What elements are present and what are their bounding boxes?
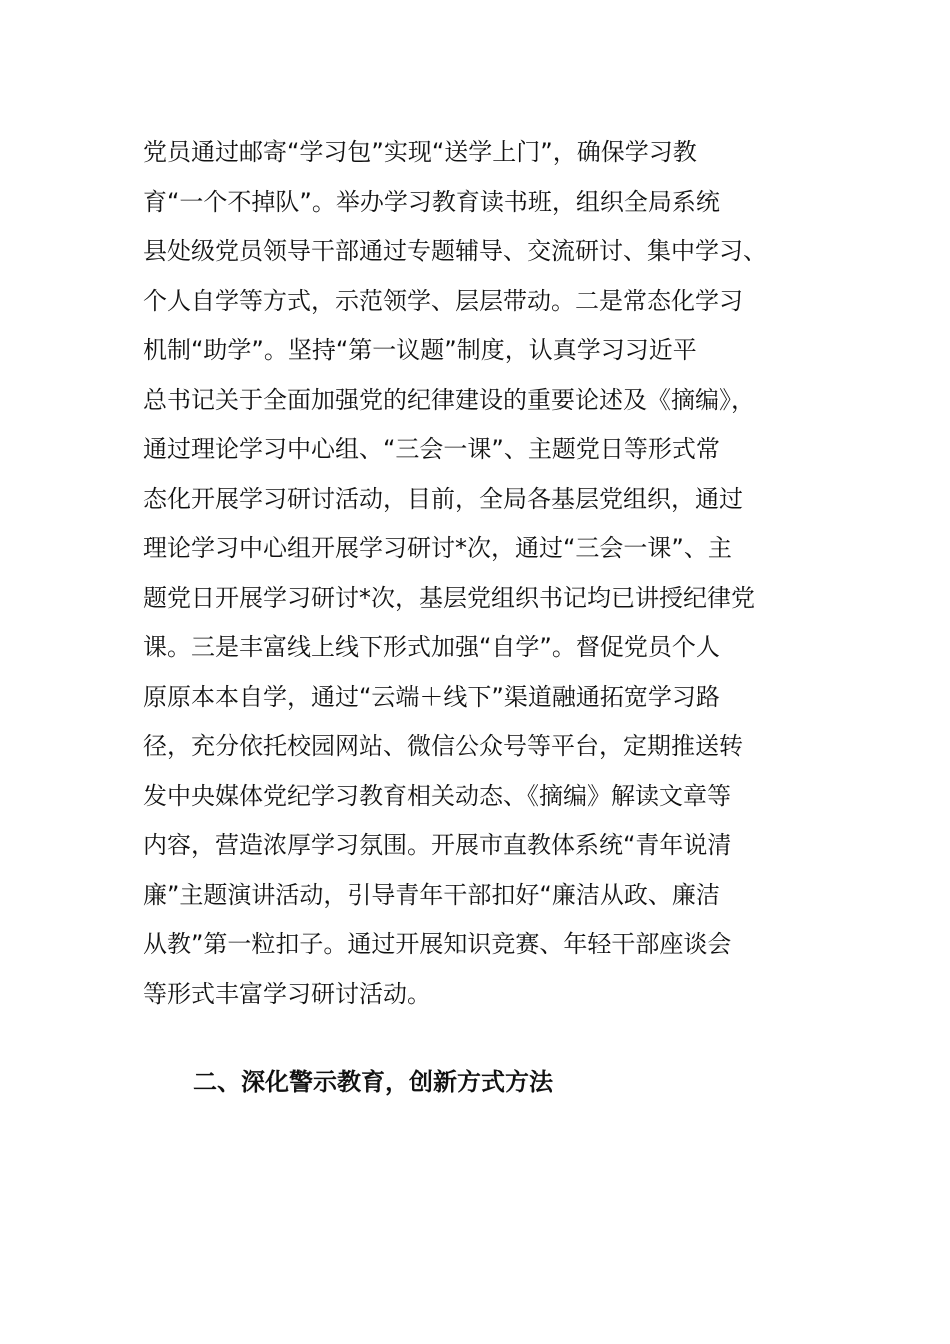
paragraph-line: 总书记关于全面加强党的纪律建设的重要论述及《摘编》， <box>143 385 755 414</box>
paragraph-line: 育“一个不掉队”。举办学习教育读书班，组织全局系统 <box>143 187 720 216</box>
paragraph-line: 党员通过邮寄“学习包”实现“送学上门”，确保学习教 <box>143 138 697 166</box>
paragraph-line: 理论学习中心组开展学习研讨*次，通过“三会一课”、主 <box>143 534 732 562</box>
paragraph-line: 态化开展学习研讨活动，目前，全局各基层党组织，通过 <box>143 484 743 513</box>
paragraph-line: 机制“助学”。坚持“第一议题”制度，认真学习习近平 <box>143 336 697 364</box>
paragraph-line: 径，充分依托校园网站、微信公众号等平台，定期推送转 <box>143 732 743 760</box>
paragraph-line: 课。三是丰富线上线下形式加强“自学”。督促党员个人 <box>143 633 720 661</box>
paragraph-line: 内容，营造浓厚学习氛围。开展市直教体系统“青年说清 <box>143 831 732 859</box>
paragraph-line: 县处级党员领导干部通过专题辅导、交流研讨、集中学习、 <box>143 237 767 265</box>
paragraph-line: 通过理论学习中心组、“三会一课”、主题党日等形式常 <box>143 435 720 463</box>
paragraph-line: 个人自学等方式，示范领学、层层带动。二是常态化学习 <box>143 286 743 315</box>
paragraph-line: 廉”主题演讲活动，引导青年干部扣好“廉洁从政、廉洁 <box>143 880 720 909</box>
paragraph-line: 发中央媒体党纪学习教育相关动态、《摘编》解读文章等 <box>143 781 731 810</box>
paragraph-line: 题党日开展学习研讨*次，基层党组织书记均已讲授纪律党 <box>143 583 755 612</box>
paragraph-line: 从教”第一粒扣子。通过开展知识竞赛、年轻干部座谈会 <box>143 930 732 958</box>
paragraph-line: 原原本本自学，通过“云端＋线下”渠道融通拓宽学习路 <box>143 682 720 711</box>
paragraph-line: 等形式丰富学习研讨活动。 <box>143 979 431 1008</box>
section-heading: 二、深化警示教育，创新方式方法 <box>193 1068 553 1096</box>
body-paragraph <box>143 128 823 1019</box>
